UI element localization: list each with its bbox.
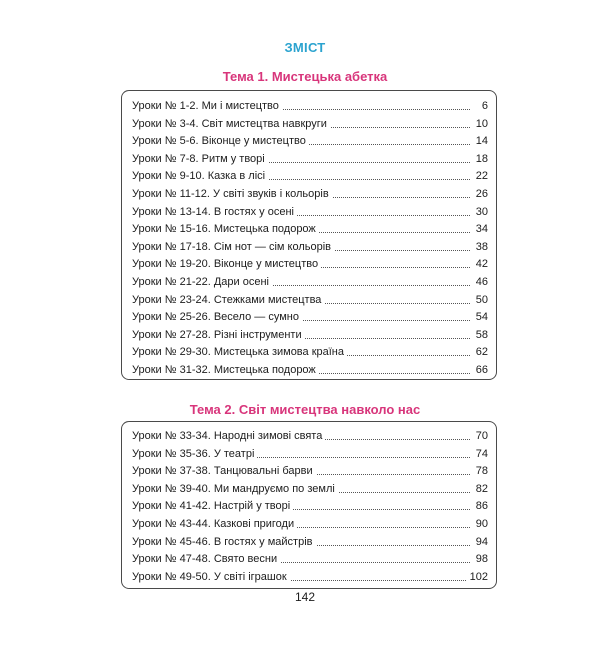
toc-entry-page: 58: [473, 327, 488, 344]
toc-entry: [132, 221, 488, 238]
toc-entry-page: 86: [473, 498, 488, 515]
toc-entry: [132, 274, 488, 291]
toc-entry: [132, 98, 488, 115]
toc-entry: [132, 428, 488, 445]
toc-entry: [132, 498, 488, 515]
toc-entry-page: 78: [473, 463, 488, 480]
toc-entry-page: 50: [473, 292, 488, 309]
section-box-2: [121, 421, 497, 589]
section-box-1: [121, 90, 497, 380]
toc-entry-label: Уроки № 19-20. Віконце у мистецтво: [132, 258, 321, 270]
toc-entry-label: Уроки № 49-50. У світі іграшок: [132, 571, 290, 583]
page-number: 142: [294, 590, 316, 604]
section-title-2: Тема 2. Світ мистецтва навколо нас: [189, 402, 421, 417]
section-title-1: Тема 1. Мистецька абетка: [222, 69, 388, 84]
toc-entry-page: 54: [473, 309, 488, 326]
toc-entry-page: 34: [473, 221, 488, 238]
toc-entry-page: 66: [473, 362, 488, 379]
toc-entry-page: 22: [473, 168, 488, 185]
toc-entry-label: Уроки № 9-10. Казка в лісі: [132, 170, 268, 182]
toc-entry-page: 74: [473, 446, 488, 463]
toc-entry-page: 98: [473, 551, 488, 568]
toc-entry-label: Уроки № 45-46. В гостях у майстрів: [132, 536, 316, 548]
toc-entry-label: Уроки № 27-28. Різні інструменти: [132, 329, 305, 341]
toc-entry-page: 38: [473, 239, 488, 256]
toc-entry: [132, 204, 488, 221]
toc-entry: [132, 344, 488, 361]
toc-entry-page: 6: [479, 98, 488, 115]
toc-entry-page: 30: [473, 204, 488, 221]
toc-entry: [132, 481, 488, 498]
toc-entry-label: Уроки № 21-22. Дари осені: [132, 276, 272, 288]
toc-entry-page: 18: [473, 151, 488, 168]
toc-entry-label: Уроки № 41-42. Настрій у творі: [132, 500, 293, 512]
toc-entry-label: Уроки № 29-30. Мистецька зимова країна: [132, 346, 347, 358]
toc-entry: [132, 151, 488, 168]
toc-entry-label: Уроки № 37-38. Танцювальні барви: [132, 465, 316, 477]
toc-entry-page: 46: [473, 274, 488, 291]
toc-entry-page: 14: [473, 133, 488, 150]
toc-entry-label: Уроки № 39-40. Ми мандруємо по землі: [132, 483, 338, 495]
toc-entry: [132, 534, 488, 551]
toc-entry-page: 70: [473, 428, 488, 445]
toc-entry: [132, 463, 488, 480]
toc-entry: [132, 446, 488, 463]
toc-entry-label: Уроки № 33-34. Народні зимові свята: [132, 430, 325, 442]
toc-entry-label: Уроки № 47-48. Свято весни: [132, 553, 280, 565]
toc-entry: [132, 551, 488, 568]
toc-entry: [132, 327, 488, 344]
toc-entry-label: Уроки № 35-36. У театрі: [132, 448, 257, 460]
toc-entry: [132, 516, 488, 533]
toc-entry: [132, 116, 488, 133]
toc-entry-page: 94: [473, 534, 488, 551]
toc-entry-label: Уроки № 5-6. Віконце у мистецтво: [132, 135, 309, 147]
toc-entry: [132, 309, 488, 326]
toc-entry-page: 10: [473, 116, 488, 133]
toc-entry-label: Уроки № 31-32. Мистецька подорож: [132, 364, 319, 376]
toc-entry-label: Уроки № 11-12. У світі звуків і кольорів: [132, 188, 332, 200]
toc-entry-label: Уроки № 13-14. В гостях у осені: [132, 206, 297, 218]
toc-entry-page: 102: [467, 569, 488, 586]
toc-entry-page: 90: [473, 516, 488, 533]
toc-entry: [132, 256, 488, 273]
toc-entry: [132, 133, 488, 150]
toc-entry-label: Уроки № 15-16. Мистецька подорож: [132, 223, 319, 235]
toc-entry: [132, 186, 488, 203]
toc-entry-label: Уроки № 43-44. Казкові пригоди: [132, 518, 297, 530]
toc-entry-label: Уроки № 17-18. Сім нот — сім кольорів: [132, 241, 334, 253]
toc-entry-page: 62: [473, 344, 488, 361]
toc-entry-label: Уроки № 25-26. Весело — сумно: [132, 311, 302, 323]
toc-title: ЗМІСТ: [284, 40, 326, 55]
toc-entry: [132, 569, 488, 586]
toc-entry-label: Уроки № 1-2. Ми і мистецтво: [132, 100, 282, 112]
toc-entry-page: 26: [473, 186, 488, 203]
toc-entry: [132, 239, 488, 256]
toc-entry-page: 42: [473, 256, 488, 273]
toc-entry: [132, 168, 488, 185]
toc-entry-label: Уроки № 23-24. Стежками мистецтва: [132, 294, 324, 306]
toc-entry: [132, 292, 488, 309]
toc-entry: [132, 362, 488, 379]
toc-entry-label: Уроки № 7-8. Ритм у творі: [132, 153, 268, 165]
toc-entry-label: Уроки № 3-4. Світ мистецтва навкруги: [132, 118, 330, 130]
toc-entry-page: 82: [473, 481, 488, 498]
